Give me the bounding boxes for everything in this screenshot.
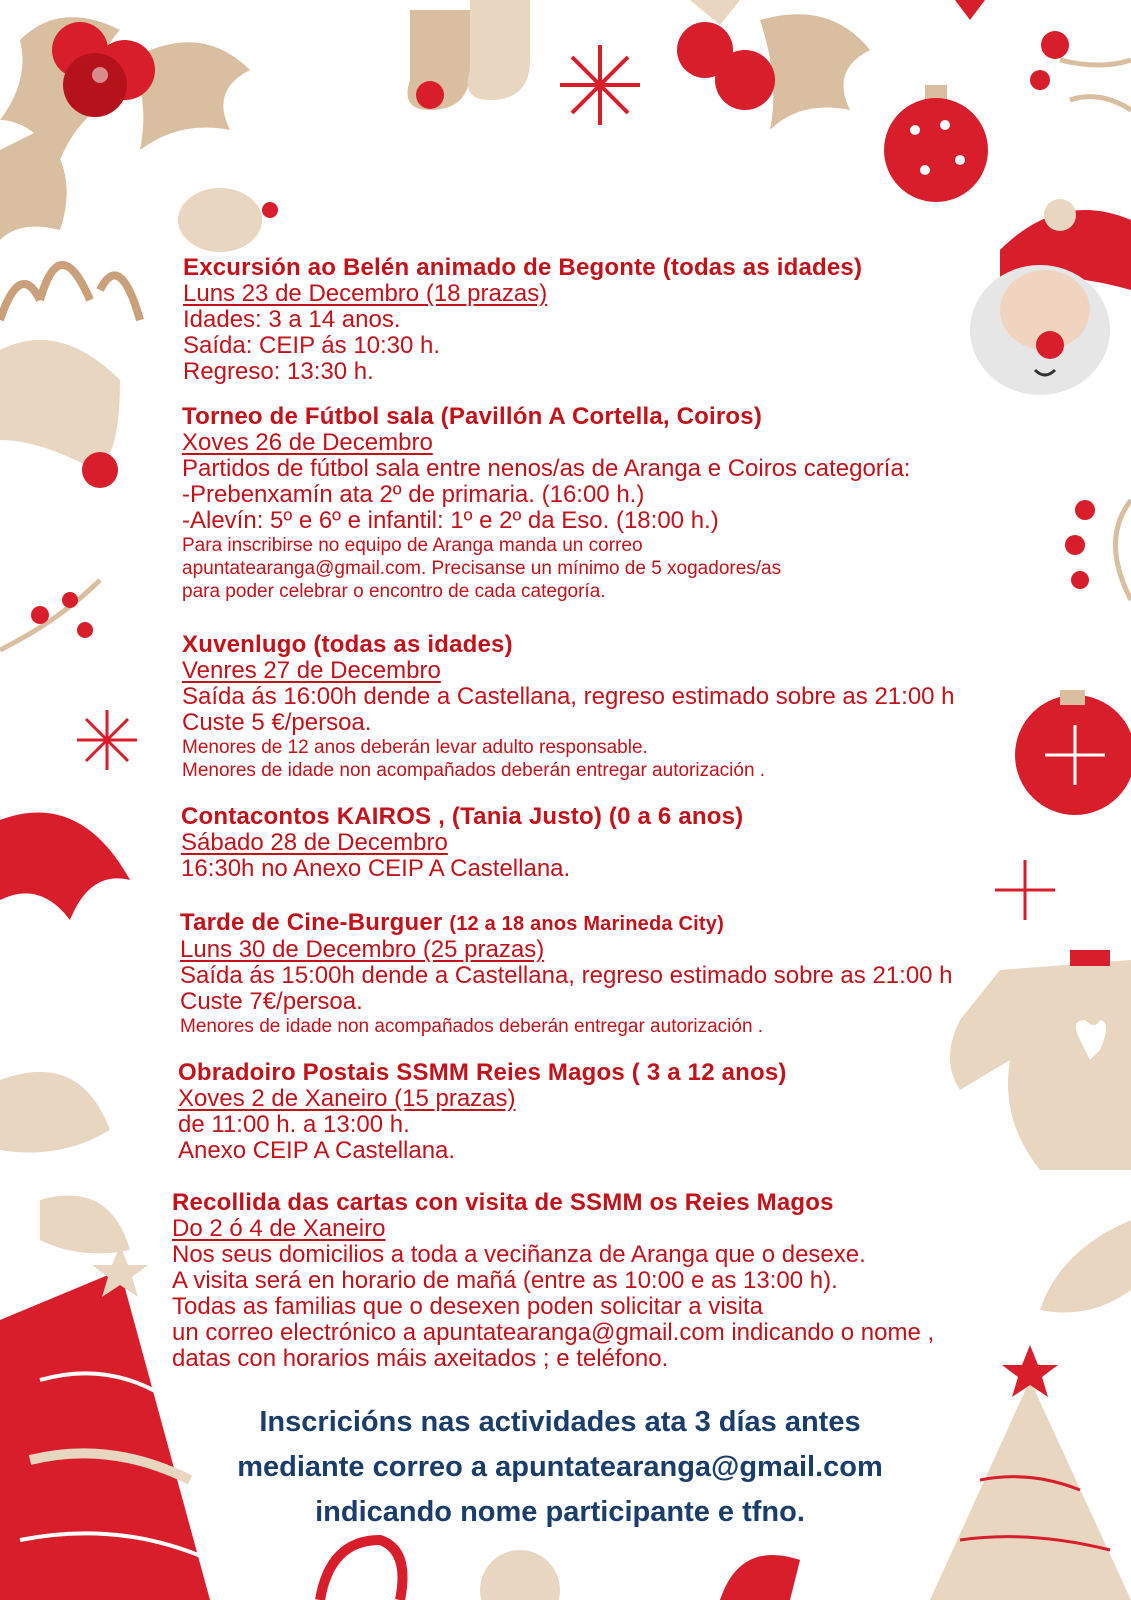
footer-line: Inscricións nas actividades ata 3 días antes (259, 1406, 861, 1438)
event-title-small: (12 a 18 anos Marineda City) (449, 913, 724, 935)
event-detail: Partidos de fútbol sala entre nenos/as de Aranga e Coiros categoría: (182, 455, 911, 482)
event-date: Do 2 ó 4 de Xaneiro (172, 1215, 386, 1242)
event-detail: Anexo CEIP A Castellana. (178, 1137, 456, 1164)
event-date: Xoves 2 de Xaneiro (15 prazas) (178, 1085, 516, 1112)
registration-footer (190, 1400, 930, 1535)
event-obradoiro-postais (178, 1060, 787, 1164)
event-detail: Custe 5 €/persoa. (182, 709, 372, 736)
event-futbol-sala (182, 404, 910, 603)
event-detail: un correo electrónico a apuntatearanga@gmail.com indicando o nome , (172, 1319, 935, 1346)
event-detail: datas con horarios máis axeitados ; e teléfono. (172, 1345, 669, 1372)
event-note: Menores de idade non acompañados deberán entregar autorización . (180, 1016, 764, 1037)
event-detail: Regreso: 13:30 h. (183, 358, 374, 385)
event-title: Xuvenlugo (todas as idades) (182, 631, 513, 658)
event-detail: Saída ás 15:00h dende a Castellana, regreso estimado sobre as 21:00 h (180, 962, 953, 989)
event-detail: Saída ás 16:00h dende a Castellana, regreso estimado sobre as 21:00 h (182, 683, 955, 710)
event-detail: A visita será en horario de mañá (entre as 10:00 e as 13:00 h). (172, 1267, 838, 1294)
event-recollida-cartas (172, 1190, 934, 1372)
event-date: Xoves 26 de Decembro (182, 429, 433, 456)
event-title-main: Tarde de Cine-Burguer (180, 909, 443, 936)
event-title: Excursión ao Belén animado de Begonte (todas as idades) (183, 254, 863, 281)
event-note: Menores de idade non acompañados deberán entregar autorización . (182, 760, 766, 781)
event-belen-excursion (183, 255, 862, 385)
event-detail: Todas as familias que o desexen poden solicitar a visita (172, 1293, 763, 1320)
event-date: Luns 23 de Decembro (18 prazas) (183, 280, 548, 307)
event-note: Para inscribirse no equipo de Aranga manda un correo (182, 535, 643, 556)
event-detail: -Prebenxamín ata 2º de primaria. (16:00 h.) (182, 481, 645, 508)
event-date: Luns 30 de Decembro (25 prazas) (180, 936, 545, 963)
event-note: Menores de 12 anos deberán levar adulto responsable. (182, 737, 648, 758)
event-xuvenlugo (182, 632, 955, 782)
event-detail: 16:30h no Anexo CEIP A Castellana. (181, 855, 571, 882)
event-detail: Nos seus domicilios a toda a veciñanza de Aranga que o desexe. (172, 1241, 866, 1268)
event-title: Obradoiro Postais SSMM Reies Magos ( 3 a 12 anos) (178, 1059, 787, 1086)
event-title: Contacontos KAIROS , (Tania Justo) (0 a 6 anos) (181, 803, 744, 830)
event-detail: de 11:00 h. a 13:00 h. (178, 1111, 410, 1138)
event-title: Recollida das cartas con visita de SSMM os Reies Magos (172, 1189, 834, 1216)
event-cine-burguer (180, 910, 953, 1038)
event-date: Venres 27 de Decembro (182, 657, 441, 684)
event-contacontos (181, 804, 743, 882)
footer-line: mediante correo a apuntatearanga@gmail.com (237, 1451, 883, 1483)
event-detail: Idades: 3 a 14 anos. (183, 306, 401, 333)
event-detail: -Alevín: 5º e 6º e infantil: 1º e 2º da Eso. (18:00 h.) (182, 507, 719, 534)
event-date: Sábado 28 de Decembro (181, 829, 448, 856)
event-title (180, 910, 953, 937)
event-detail: Custe 7€/persoa. (180, 988, 363, 1015)
event-note: apuntatearanga@gmail.com. Precisanse un mínimo de 5 xogadores/as (182, 558, 782, 579)
event-note: para poder celebrar o encontro de cada categoría. (182, 581, 606, 602)
event-detail: Saída: CEIP ás 10:30 h. (183, 332, 441, 359)
footer-line: indicando nome participante e tfno. (315, 1496, 805, 1528)
event-title: Torneo de Fútbol sala (Pavillón A Cortella, Coiros) (182, 403, 763, 430)
